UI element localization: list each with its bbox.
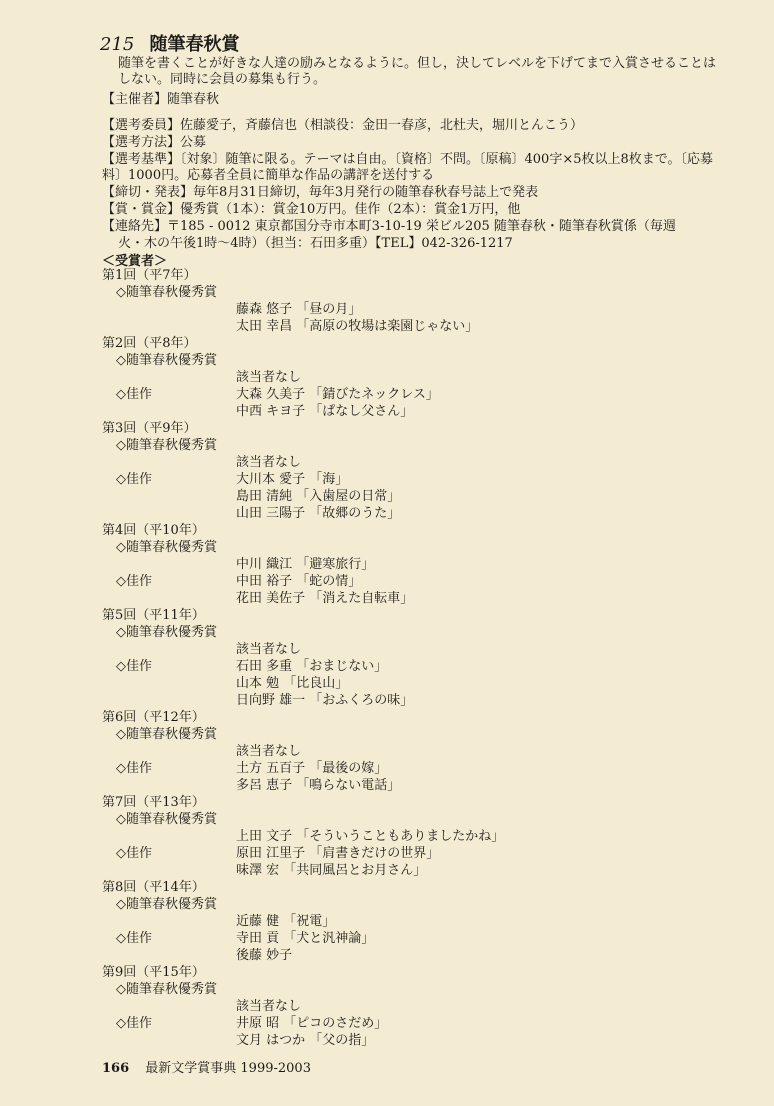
award-category: ◇随筆春秋優秀賞: [116, 727, 217, 742]
info-selection-criteria: [102, 152, 722, 186]
winner-entry: 山田 三陽子 「故郷のうた」: [236, 506, 401, 521]
award-category: ◇随筆春秋優秀賞: [116, 897, 217, 912]
winner-entry: 中田 裕子 「蛇の情」: [236, 574, 362, 589]
winner-entry: 中西 キヨ子 「ぱなし父さん」: [236, 404, 414, 419]
book-title: 最新文学賞事典 1999-2003: [145, 1061, 311, 1076]
winner-entry: 該当者なし: [236, 642, 302, 657]
award-name: 随筆春秋賞: [149, 34, 240, 55]
award-description: 随筆を書くことが好きな人達の励みとなるように。但し，決してレベルを下げてまで入賞させることはしない。同時に会員の募集も行う。: [118, 56, 717, 87]
edition-heading: 第2回（平8年）: [102, 336, 197, 351]
info-text: 【賞・賞金】優秀賞（1本）：賞金10万円。佳作（2本）：賞金1万円，他: [102, 201, 521, 217]
award-category: ◇佳作: [116, 472, 152, 487]
organizer: 【主催者】随筆春秋: [102, 92, 220, 107]
winner-entry: 寺田 貢 「犬と汎神論」: [236, 931, 375, 946]
info-text: 【選考委員】佐藤愛子，斉藤信也（相談役：金田一春彦，北杜夫，堀川とんこう）: [102, 118, 584, 133]
winners-heading: ＜受賞者＞: [102, 254, 168, 269]
winner-entry: 多呂 恵子 「鳴らない電話」: [236, 778, 401, 793]
winner-entry: 土方 五百子 「最後の嫁」: [236, 761, 388, 776]
winner-entry: 藤森 悠子 「昼の月」: [236, 302, 362, 317]
winner-entry: 井原 昭 「ピコのさだめ」: [236, 1016, 388, 1031]
winner-entry: 大森 久美子 「錆びたネックレス」: [236, 387, 439, 402]
award-category: ◇随筆春秋優秀賞: [116, 812, 217, 827]
winner-entry: 該当者なし: [236, 999, 302, 1014]
edition-heading: 第9回（平15年）: [102, 965, 205, 980]
award-category: ◇随筆春秋優秀賞: [116, 438, 217, 453]
edition-heading: 第5回（平11年）: [102, 608, 205, 623]
winner-entry: 該当者なし: [236, 744, 302, 759]
edition-heading: 第1回（平7年）: [102, 268, 197, 283]
award-category: ◇佳作: [116, 846, 152, 861]
award-category: ◇佳作: [116, 761, 152, 776]
info-text: 【締切・発表】毎年8月31日締切，毎年3月発行の随筆春秋春号誌上で発表: [102, 185, 539, 201]
award-category: ◇随筆春秋優秀賞: [116, 982, 217, 997]
edition-heading: 第7回（平13年）: [102, 795, 205, 810]
edition-heading: 第3回（平9年）: [102, 421, 197, 436]
winner-entry: 味澤 宏 「共同風呂とお月さん」: [236, 863, 427, 878]
edition-heading: 第8回（平14年）: [102, 880, 205, 895]
winner-entry: 山本 勉 「比良山」: [236, 676, 349, 691]
award-category: ◇随筆春秋優秀賞: [116, 353, 217, 368]
winner-entry: 中川 織江 「避寒旅行」: [236, 557, 375, 572]
award-category: ◇随筆春秋優秀賞: [116, 625, 217, 640]
award-category: ◇佳作: [116, 387, 152, 402]
award-category: ◇佳作: [116, 659, 152, 674]
page-number: 166: [102, 1061, 130, 1076]
info-prize: [102, 202, 722, 219]
award-category: ◇佳作: [116, 1016, 152, 1031]
winner-entry: 文月 はつか 「父の指」: [236, 1033, 375, 1048]
entry-title: [100, 30, 239, 56]
winner-entry: 該当者なし: [236, 370, 302, 385]
info-contact: [102, 219, 722, 253]
info-text: 【選考方法】公募: [102, 134, 207, 150]
info-selection-method: [102, 135, 722, 152]
info-continuation: 火・木の午後1時〜4時）（担当：石田多重）【TEL】042-326-1217: [118, 235, 513, 251]
entry-number: 215: [100, 34, 135, 55]
info-deadline: [102, 185, 722, 202]
winner-entry: 該当者なし: [236, 455, 302, 470]
winner-entry: 上田 文子 「そういうこともありましたかね」: [236, 829, 505, 844]
award-category: ◇佳作: [116, 574, 152, 589]
winner-entry: 後藤 妙子: [236, 948, 293, 963]
page-footer: [102, 1057, 311, 1076]
edition-heading: 第4回（平10年）: [102, 523, 205, 538]
edition-heading: 第6回（平12年）: [102, 710, 205, 725]
winner-entry: 太田 幸昌 「高原の牧場は楽園じゃない」: [236, 319, 479, 334]
winner-entry: 原田 江里子 「肩書きだけの世界」: [236, 846, 440, 861]
award-info: [102, 118, 722, 252]
winner-entry: 島田 清純 「入歯屋の日常」: [236, 489, 401, 504]
winner-entry: 花田 美佐子 「消えた自転車」: [236, 591, 414, 606]
info-text: 【選考基準】〔対象〕随筆に限る。テーマは自由。〔資格〕不問。〔原稿〕400字×5枚以上8枚まで。〔応募料〕1000円。応募者全員に簡単な作品の講評を送付する: [102, 151, 713, 184]
winner-entry: 日向野 雄一 「おふくろの味」: [236, 693, 414, 708]
info-selection-committee: [102, 118, 722, 135]
award-category: ◇随筆春秋優秀賞: [116, 285, 217, 300]
winner-entry: 近藤 健 「祝電」: [236, 914, 336, 929]
award-category: ◇佳作: [116, 931, 152, 946]
info-text: 【連絡先】〒185 - 0012 東京都国分寺市本町3-10-19 栄ビル205 随筆春秋・随筆春秋賞係（毎週: [102, 218, 676, 234]
award-category: ◇随筆春秋優秀賞: [116, 540, 217, 555]
winner-entry: 大川本 愛子 「海」: [236, 472, 349, 487]
winner-entry: 石田 多重 「おまじない」: [236, 659, 388, 674]
